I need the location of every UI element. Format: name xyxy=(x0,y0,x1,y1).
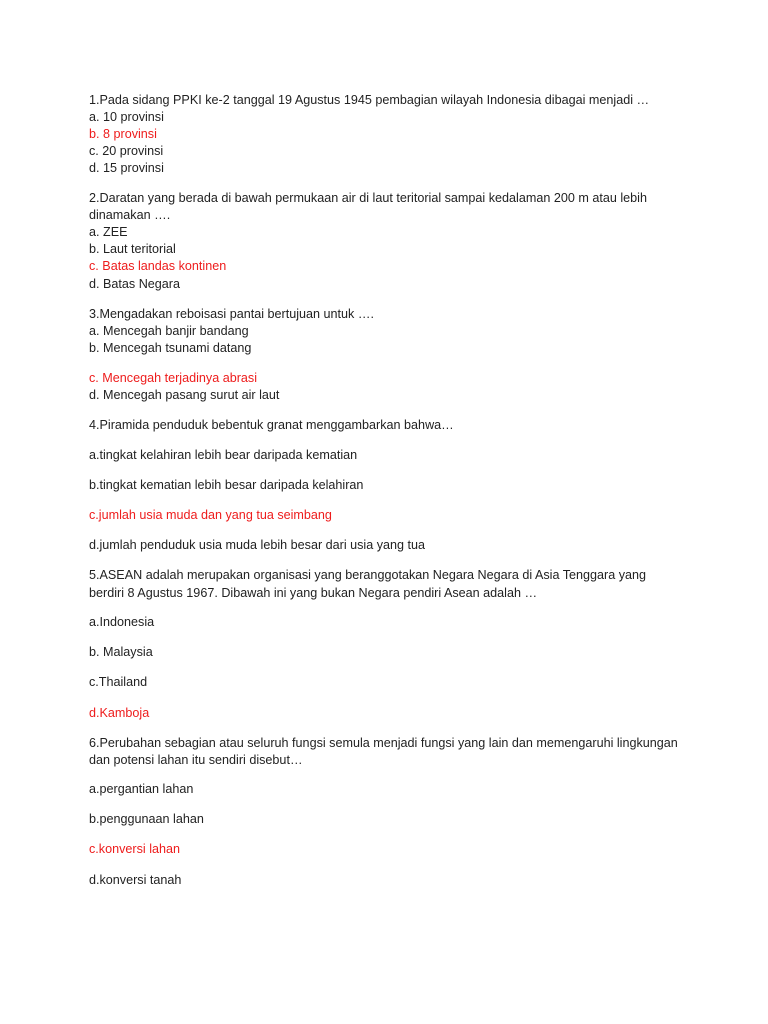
question-3-text: 3.Mengadakan reboisasi pantai bertujuan untuk …. xyxy=(89,307,374,321)
question-3-option-a: a. Mencegah banjir bandang xyxy=(89,324,249,338)
question-3-option-d: d. Mencegah pasang surut air laut xyxy=(89,388,280,402)
question-1-text: 1.Pada sidang PPKI ke-2 tanggal 19 Agustus 1945 pembagian wilayah Indonesia dibagai menjadi … xyxy=(89,93,650,107)
question-1-option-a: a. 10 provinsi xyxy=(89,110,164,124)
question-2-text-line-2: dinamakan …. xyxy=(89,208,171,222)
question-5-text-line-1: 5.ASEAN adalah merupakan organisasi yang beranggotakan Negara Negara di Asia Tenggara yang xyxy=(89,568,647,582)
question-3-option-b: b. Mencegah tsunami datang xyxy=(89,341,252,355)
question-5-option-d-answer: d.Kamboja xyxy=(89,706,150,720)
question-1-option-d: d. 15 provinsi xyxy=(89,161,164,175)
question-6-option-c-answer: c.konversi lahan xyxy=(89,842,181,856)
question-2-option-a: a. ZEE xyxy=(89,225,128,239)
question-1-option-c: c. 20 provinsi xyxy=(89,144,164,158)
question-6-text-line-1: 6.Perubahan sebagian atau seluruh fungsi semula menjadi fungsi yang lain dan memengaruhi lingkungan xyxy=(89,736,678,750)
question-2-text-line-1: 2.Daratan yang berada di bawah permukaan air di laut teritorial sampai kedalaman 200 m atau lebih xyxy=(89,191,647,205)
question-4-text: 4.Piramida penduduk bebentuk granat menggambarkan bahwa… xyxy=(89,418,454,432)
question-5-option-a: a.Indonesia xyxy=(89,615,155,629)
question-4-option-a: a.tingkat kelahiran lebih bear daripada kematian xyxy=(89,448,358,462)
question-2-option-c-answer: c. Batas landas kontinen xyxy=(89,259,227,273)
question-6-option-b: b.penggunaan lahan xyxy=(89,812,204,826)
question-2-option-b: b. Laut teritorial xyxy=(89,242,176,256)
question-5-text-line-2: berdiri 8 Agustus 1967. Dibawah ini yang bukan Negara pendiri Asean adalah … xyxy=(89,586,538,600)
question-6-option-d: d.konversi tanah xyxy=(89,873,182,887)
question-3-option-c-answer: c. Mencegah terjadinya abrasi xyxy=(89,371,258,385)
question-5-option-c: c.Thailand xyxy=(89,675,148,689)
question-6-text-line-2: dan potensi lahan itu sendiri disebut… xyxy=(89,753,303,767)
question-1-option-b-answer: b. 8 provinsi xyxy=(89,127,157,141)
question-2-option-d: d. Batas Negara xyxy=(89,277,181,291)
question-6-option-a: a.pergantian lahan xyxy=(89,782,194,796)
question-4-option-d: d.jumlah penduduk usia muda lebih besar dari usia yang tua xyxy=(89,538,426,552)
question-5-option-b: b. Malaysia xyxy=(89,645,153,659)
question-4-option-b: b.tingkat kematian lebih besar daripada kelahiran xyxy=(89,478,364,492)
question-4-option-c-answer: c.jumlah usia muda dan yang tua seimbang xyxy=(89,508,332,522)
